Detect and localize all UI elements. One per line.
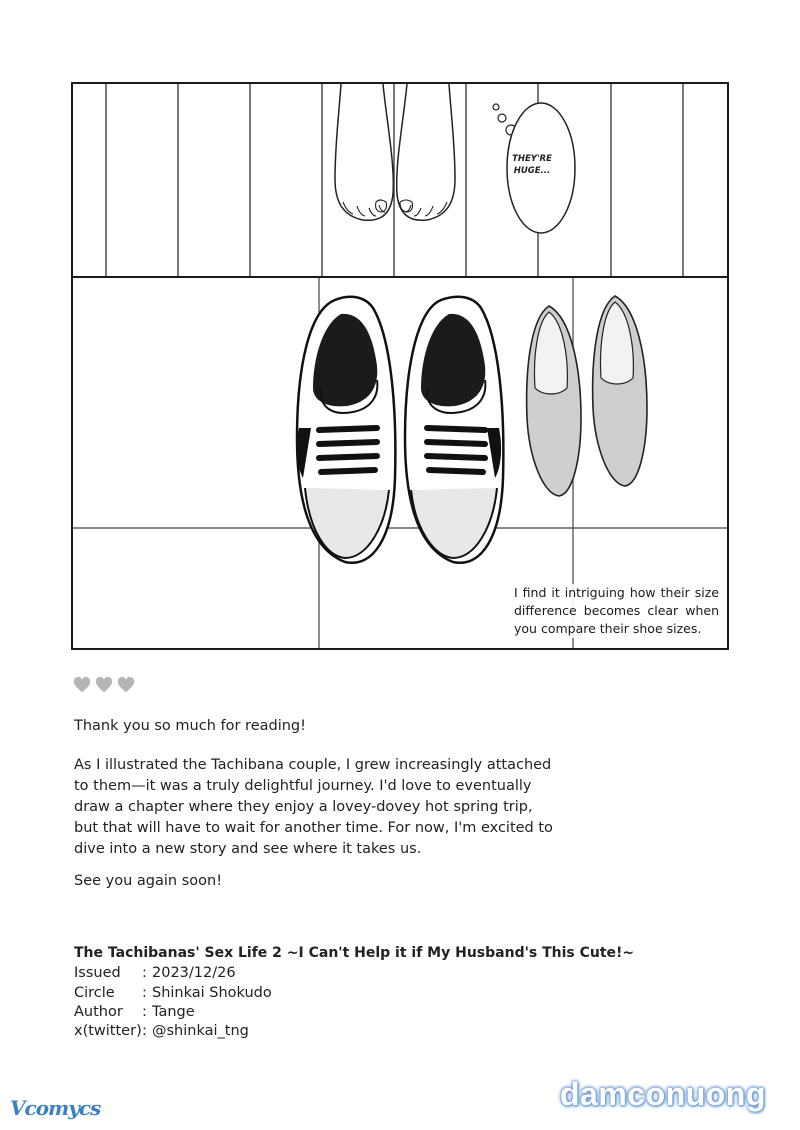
heart-icon [73, 676, 91, 694]
sneaker-left [297, 297, 395, 563]
thanks-text: Thank you so much for reading! [74, 718, 306, 734]
closing-text: See you again soon! [74, 873, 223, 889]
credit-separator: : [142, 1023, 147, 1039]
book-title: The Tachibanas' Sex Life 2 ~I Can't Help it if My Husband's This Cute!~ [74, 945, 635, 961]
credit-separator: : [142, 1004, 147, 1020]
credit-label: Issued [74, 965, 121, 981]
credit-author [74, 1004, 195, 1020]
panel-caption: I find it intriguing how their size difference becomes clear when you compare their shoe sizes. [514, 585, 719, 636]
heart-icon [95, 676, 113, 694]
credit-value: 2023/12/26 [152, 965, 236, 981]
manga-panel-feet [71, 82, 729, 278]
credit-label: Author [74, 1004, 123, 1020]
credit-label: x(twitter) [74, 1023, 142, 1039]
heart-icon [117, 676, 135, 694]
thought-bubble-text: THEY'RE HUGE... [512, 154, 552, 176]
watermark-logo-left: Vcomycs [10, 1096, 101, 1120]
afterword-paragraph: As I illustrated the Tachibana couple, I grew increasingly attached to them—it was a truly delightful journey. I'd love to eventually draw a chapter where they enjoy a lovey-dovey hot spring trip, but that will have to wait for another time. For now, I'm excited to dive into a new story and see where it takes us. [74, 757, 553, 857]
credit-label: Circle [74, 985, 115, 1001]
watermark-logo-right: damconuong [560, 1076, 766, 1112]
credit-separator: : [142, 985, 147, 1001]
feet-illustration [73, 84, 727, 276]
credit-separator: : [142, 965, 147, 981]
sneaker-right [405, 297, 503, 563]
credit-issued [74, 965, 236, 981]
credit-twitter [74, 1023, 249, 1039]
flats-pair [527, 296, 647, 496]
credit-circle [74, 985, 272, 1001]
credit-value: Tange [152, 1004, 195, 1020]
credit-value: @shinkai_tng [152, 1023, 249, 1039]
credit-value: Shinkai Shokudo [152, 985, 272, 1001]
hearts-divider [73, 676, 135, 694]
